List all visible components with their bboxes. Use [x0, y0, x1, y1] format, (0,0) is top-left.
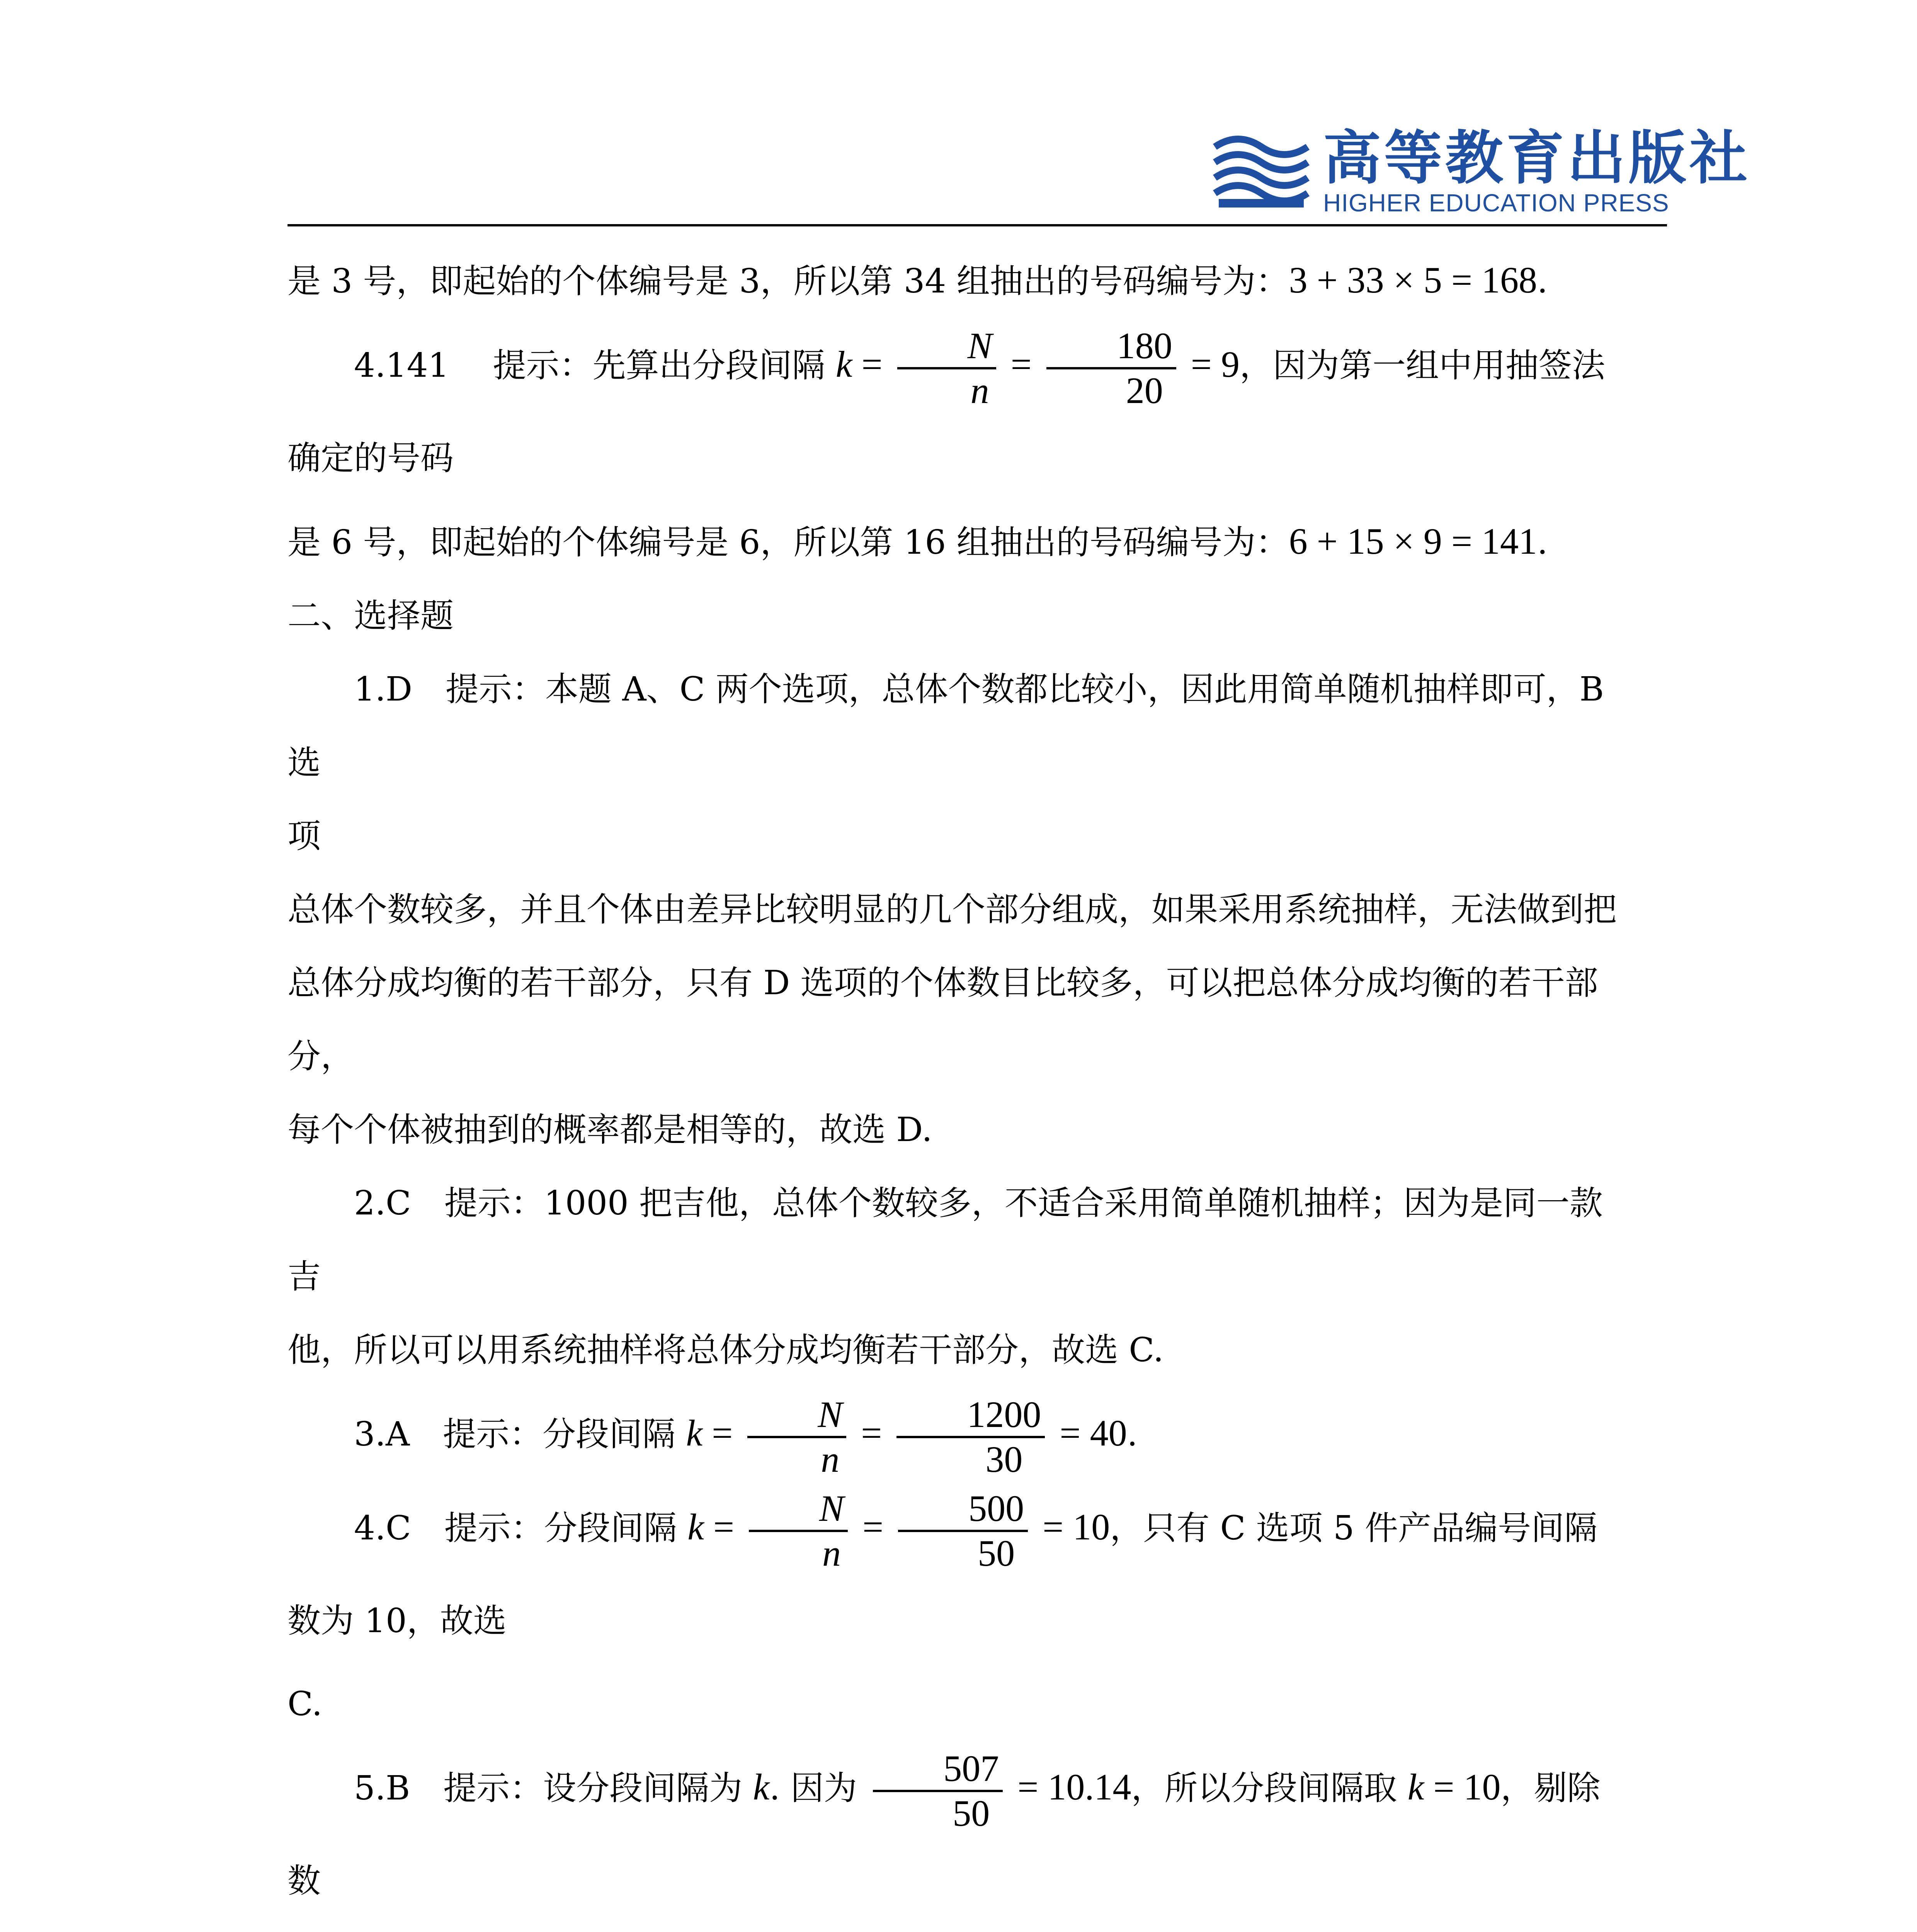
text: . 因为	[769, 1769, 868, 1808]
text: .	[1537, 523, 1548, 562]
text: 是 6 号，即起始的个体编号是 6，所以第 16 组抽出的号码编号为：	[287, 523, 1289, 562]
numerator: N	[967, 325, 992, 366]
fraction	[897, 325, 996, 412]
text: 4.141 提示：先算出分段间隔	[354, 346, 836, 385]
numerator: N	[818, 1393, 843, 1435]
text: 4.C 提示：分段间隔	[354, 1509, 688, 1548]
answer-line	[287, 505, 1628, 579]
denominator: n	[821, 1438, 840, 1480]
text: ，所以分段间隔取	[1131, 1769, 1408, 1808]
choice-answer-2-cont: 他，所以可以用系统抽样将总体分成均衡若干部分，故选 C.	[287, 1331, 1164, 1369]
publisher-name-cn: 高等教育出版社	[1323, 125, 1751, 192]
answer-4-141	[287, 318, 1628, 505]
formula: =	[852, 1412, 891, 1454]
text: 1.D 提示：本题 A、C 两个选项，总体个数都比较小，因此用简单随机抽样即可，B 选	[287, 670, 1604, 782]
page-header	[287, 116, 1751, 226]
variable-k: k	[686, 1412, 703, 1454]
choice-answer-4-cont: C.	[287, 1685, 323, 1723]
choice-answer-2: 2.C 提示：1000 把吉他，总体个数较多，不适合采用简单随机抽样；因为是同一款吉	[287, 1184, 1603, 1296]
numerator: 180	[1046, 325, 1176, 369]
choice-answer-1	[287, 653, 1628, 799]
formula: =	[704, 1506, 743, 1548]
formula: =	[703, 1412, 742, 1454]
numerator: 1200	[896, 1393, 1045, 1438]
fraction	[749, 1487, 848, 1575]
formula: =	[1001, 344, 1041, 385]
choice-answer-1-cont: 项	[287, 817, 321, 855]
choice-answer-1-cont: 总体分成均衡的若干部分，只有 D 选项的个体数目比较多，可以把总体分成均衡的若干部分，	[287, 964, 1598, 1076]
variable-k: k	[687, 1506, 704, 1548]
choice-answer-5	[287, 1741, 1628, 1927]
formula: = 10	[1033, 1506, 1110, 1548]
fraction	[1046, 325, 1176, 412]
text: 是 3 号，即起始的个体编号是 3，所以第 34 组抽出的号码编号为：	[287, 262, 1289, 301]
fraction	[896, 1393, 1045, 1481]
text: ，因为第一组中用抽签法确定的号码	[287, 346, 1605, 478]
numerator: N	[819, 1487, 844, 1529]
denominator: n	[822, 1532, 841, 1574]
formula: = 10	[1424, 1766, 1501, 1808]
choice-answer-1-cont: 每个个体被抽到的概率都是相等的，故选 D.	[287, 1111, 932, 1149]
publisher-logo	[1211, 125, 1751, 217]
formula: = 9	[1181, 344, 1240, 385]
denominator: 50	[978, 1532, 1015, 1574]
formula: =	[852, 344, 892, 385]
variable-k: k	[1407, 1766, 1424, 1808]
denominator: 20	[1126, 369, 1163, 411]
choice-answer-5-cont	[287, 1927, 1628, 1932]
text: ，剔除数	[287, 1769, 1601, 1900]
page-content	[287, 243, 1628, 1932]
formula: = 40	[1050, 1412, 1127, 1454]
choice-answer-3	[287, 1387, 1628, 1481]
variable-k: k	[753, 1766, 770, 1808]
choice-answer-4	[287, 1481, 1628, 1667]
denominator: n	[970, 369, 989, 411]
text: .	[1127, 1415, 1138, 1454]
publisher-logo-icon	[1211, 131, 1311, 213]
formula: 3 + 33 × 5 = 168	[1289, 259, 1537, 301]
formula: = 10.14	[1008, 1766, 1131, 1808]
text: ，只有 C 选项 5 件产品编号间隔数为 10，故选	[287, 1509, 1598, 1640]
formula: =	[853, 1506, 893, 1548]
denominator: 30	[985, 1438, 1023, 1480]
choice-answer-1-cont: 总体个数较多，并且个体由差异比较明显的几个部分组成，如果采用系统抽样，无法做到把	[287, 890, 1617, 929]
text: 5.B 提示：设分段间隔为	[354, 1769, 753, 1808]
formula: 6 + 15 × 9 = 141	[1289, 520, 1537, 562]
numerator: 507	[873, 1747, 1003, 1792]
fraction	[898, 1487, 1028, 1575]
denominator: 50	[953, 1792, 990, 1834]
section-heading-choice: 二、选择题	[287, 597, 454, 635]
answer-line	[287, 243, 1628, 318]
text: 3.A 提示：分段间隔	[354, 1415, 686, 1454]
publisher-name-en: HIGHER EDUCATION PRESS	[1323, 189, 1669, 217]
text: .	[1537, 262, 1548, 301]
fraction	[747, 1393, 846, 1481]
variable-k: k	[835, 344, 852, 385]
numerator: 500	[898, 1487, 1028, 1532]
fraction	[873, 1747, 1003, 1835]
